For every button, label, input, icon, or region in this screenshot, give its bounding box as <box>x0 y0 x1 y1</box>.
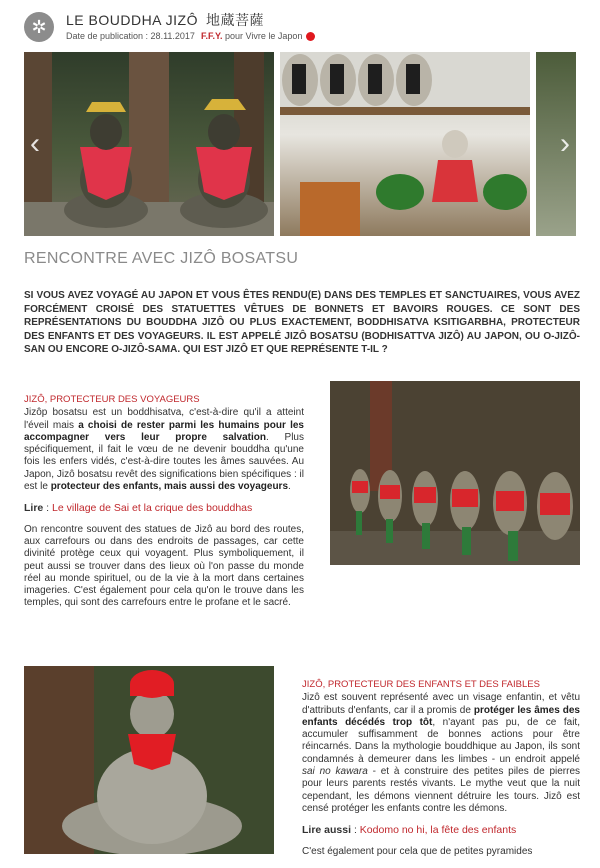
intro-paragraph: SI VOUS AVEZ VOYAGÉ AU JAPON ET VOUS ÊTES RENDU(E) DANS DES TEMPLES ET SANCTUAIRES, VOUS AVEZ FORCÉMENT CROISÉ DES STATUETTES VÊTUES DE BONNETS ET BAVOIRS ROUGES. CE SONT DES REPRÉSENTATIONS DU BOUDDHA JIZÔ OU PLUS EXACTEMENT, BODDHISATVA KSITIGARBHA, PROTECTEUR DES ENFANTS ET DES VOYAGEURS. IL EST APPELÉ JIZÔ BOSATSU (BODHISATTVA JIZÔ) AU JAPON, OU O-JIZÔ-SAN OU ENCORE O-JIZÔ-SAMA. QUI EST JIZÔ ET QUE REPRÉSENTE T-IL ? <box>24 290 580 355</box>
author-suffix: pour Vivre le Japon <box>224 31 303 41</box>
title-kanji: 地蔵菩薩 <box>205 13 264 29</box>
heart-icon <box>306 32 315 41</box>
jizo-row-illustration <box>330 381 580 565</box>
page-title <box>66 10 264 30</box>
read-label: Lire aussi <box>302 824 352 837</box>
text-run: Jizôp bosatsu est un boddhisatva, c'est-à-dire qu'il a atteint l'éveil mais <box>24 407 304 431</box>
carousel-slide-altar <box>280 52 530 236</box>
paragraph: On rencontre souvent des statues de Jizô au bord des routes, aux carrefours ou dans des endroits de passages, car cette divinité protège ceux qui voyagent. Plus symboliquement, il peut aussi se trouver dans des lieux où l'on passe du monde réel au monde spirituel, ou de la vie à la mort dans certaines imageries. C'est également pour cela qu'on le trouve dans les temples, qui sont des carrefours entre le profane et le sacré. <box>24 523 304 609</box>
text-run: - et à construire des petites piles de pierres pour leurs parents restés vivants. Le mythe veut que la nuit cependant, les démons viennent détruire les tours. Jizô est censé protéger les enfants contre les démons. <box>302 766 581 814</box>
site-logo-icon[interactable]: ✲ <box>24 12 54 42</box>
carousel-slide-next-peek <box>536 52 576 236</box>
read-link-row: Lire aussi : Kodomo no hi, la fête des enfants <box>302 824 517 837</box>
photo-jizo-row <box>330 381 580 565</box>
section-enfants <box>302 679 580 867</box>
section-voyageurs <box>24 394 304 619</box>
paragraph: C'est également pour cela que de petites pyramides <box>302 845 533 857</box>
paragraph <box>24 407 304 493</box>
publication-date: Date de publication : 28.11.2017 <box>66 31 195 41</box>
paragraph <box>302 692 580 815</box>
carousel-next-button[interactable]: › <box>560 127 570 160</box>
publication-info <box>66 31 315 41</box>
bold-text: protecteur des enfants, mais aussi des voyageurs <box>50 481 289 493</box>
text-run: . Plus spécifiquement, il fait le vœu de ne devenir bouddha qu'une fois les enfers vidés, c'est-à-dire toutes les âmes sauvées. Au Japon, Jizô bosatsu revêt des significations bien spécifiques : il est le <box>24 431 304 493</box>
carousel-prev-button[interactable]: ‹ <box>30 127 40 160</box>
jizo-pair-illustration <box>24 52 274 236</box>
author-link[interactable]: F.F.Y. <box>200 31 223 41</box>
section-subtitle: JIZÔ, PROTECTEUR DES ENFANTS ET DES FAIBLES <box>302 679 540 690</box>
photo-jizo-red-hat <box>24 666 274 854</box>
section-heading: RENCONTRE AVEC JIZÔ BOSATSU <box>24 250 299 267</box>
related-article-link[interactable]: Le village de Sai et la crique des bouddhas <box>52 502 253 515</box>
article-header <box>0 0 600 50</box>
altar-illustration <box>280 52 530 236</box>
jizo-red-hat-illustration <box>24 666 274 854</box>
title-text: LE BOUDDHA JIZÔ <box>66 12 198 28</box>
text-run: Jizô est souvent représenté avec un visage enfantin, et vêtu d'attributs d'enfants, car il a promis de <box>302 692 580 716</box>
carousel-slide-jizo-pair <box>24 52 274 236</box>
bold-text: a choisi de rester parmi les humains pour les accompagner vers leur propre salvation <box>24 419 304 443</box>
italic-text: sai no kawara <box>302 766 368 778</box>
section-subtitle: JIZÔ, PROTECTEUR DES VOYAGEURS <box>24 394 200 405</box>
text-run: , n'ayant pas pu, de ce fait, accumuler suffisamment de bonnes actions pour être réincarnés. Dans la mythologie bouddhique au Japon, ils sont condamnés à demeurer dans les limbes - un endroit appelé <box>302 716 580 765</box>
image-carousel[interactable] <box>24 52 576 236</box>
bold-text: protéger les âmes des enfants décédés trop tôt <box>302 704 580 728</box>
text-run: . <box>288 481 291 493</box>
read-label: Lire <box>24 502 44 515</box>
related-article-link[interactable]: Kodomo no hi, la fête des enfants <box>359 824 517 837</box>
read-link-row: Lire : Le village de Sai et la crique des bouddhas <box>24 502 253 515</box>
